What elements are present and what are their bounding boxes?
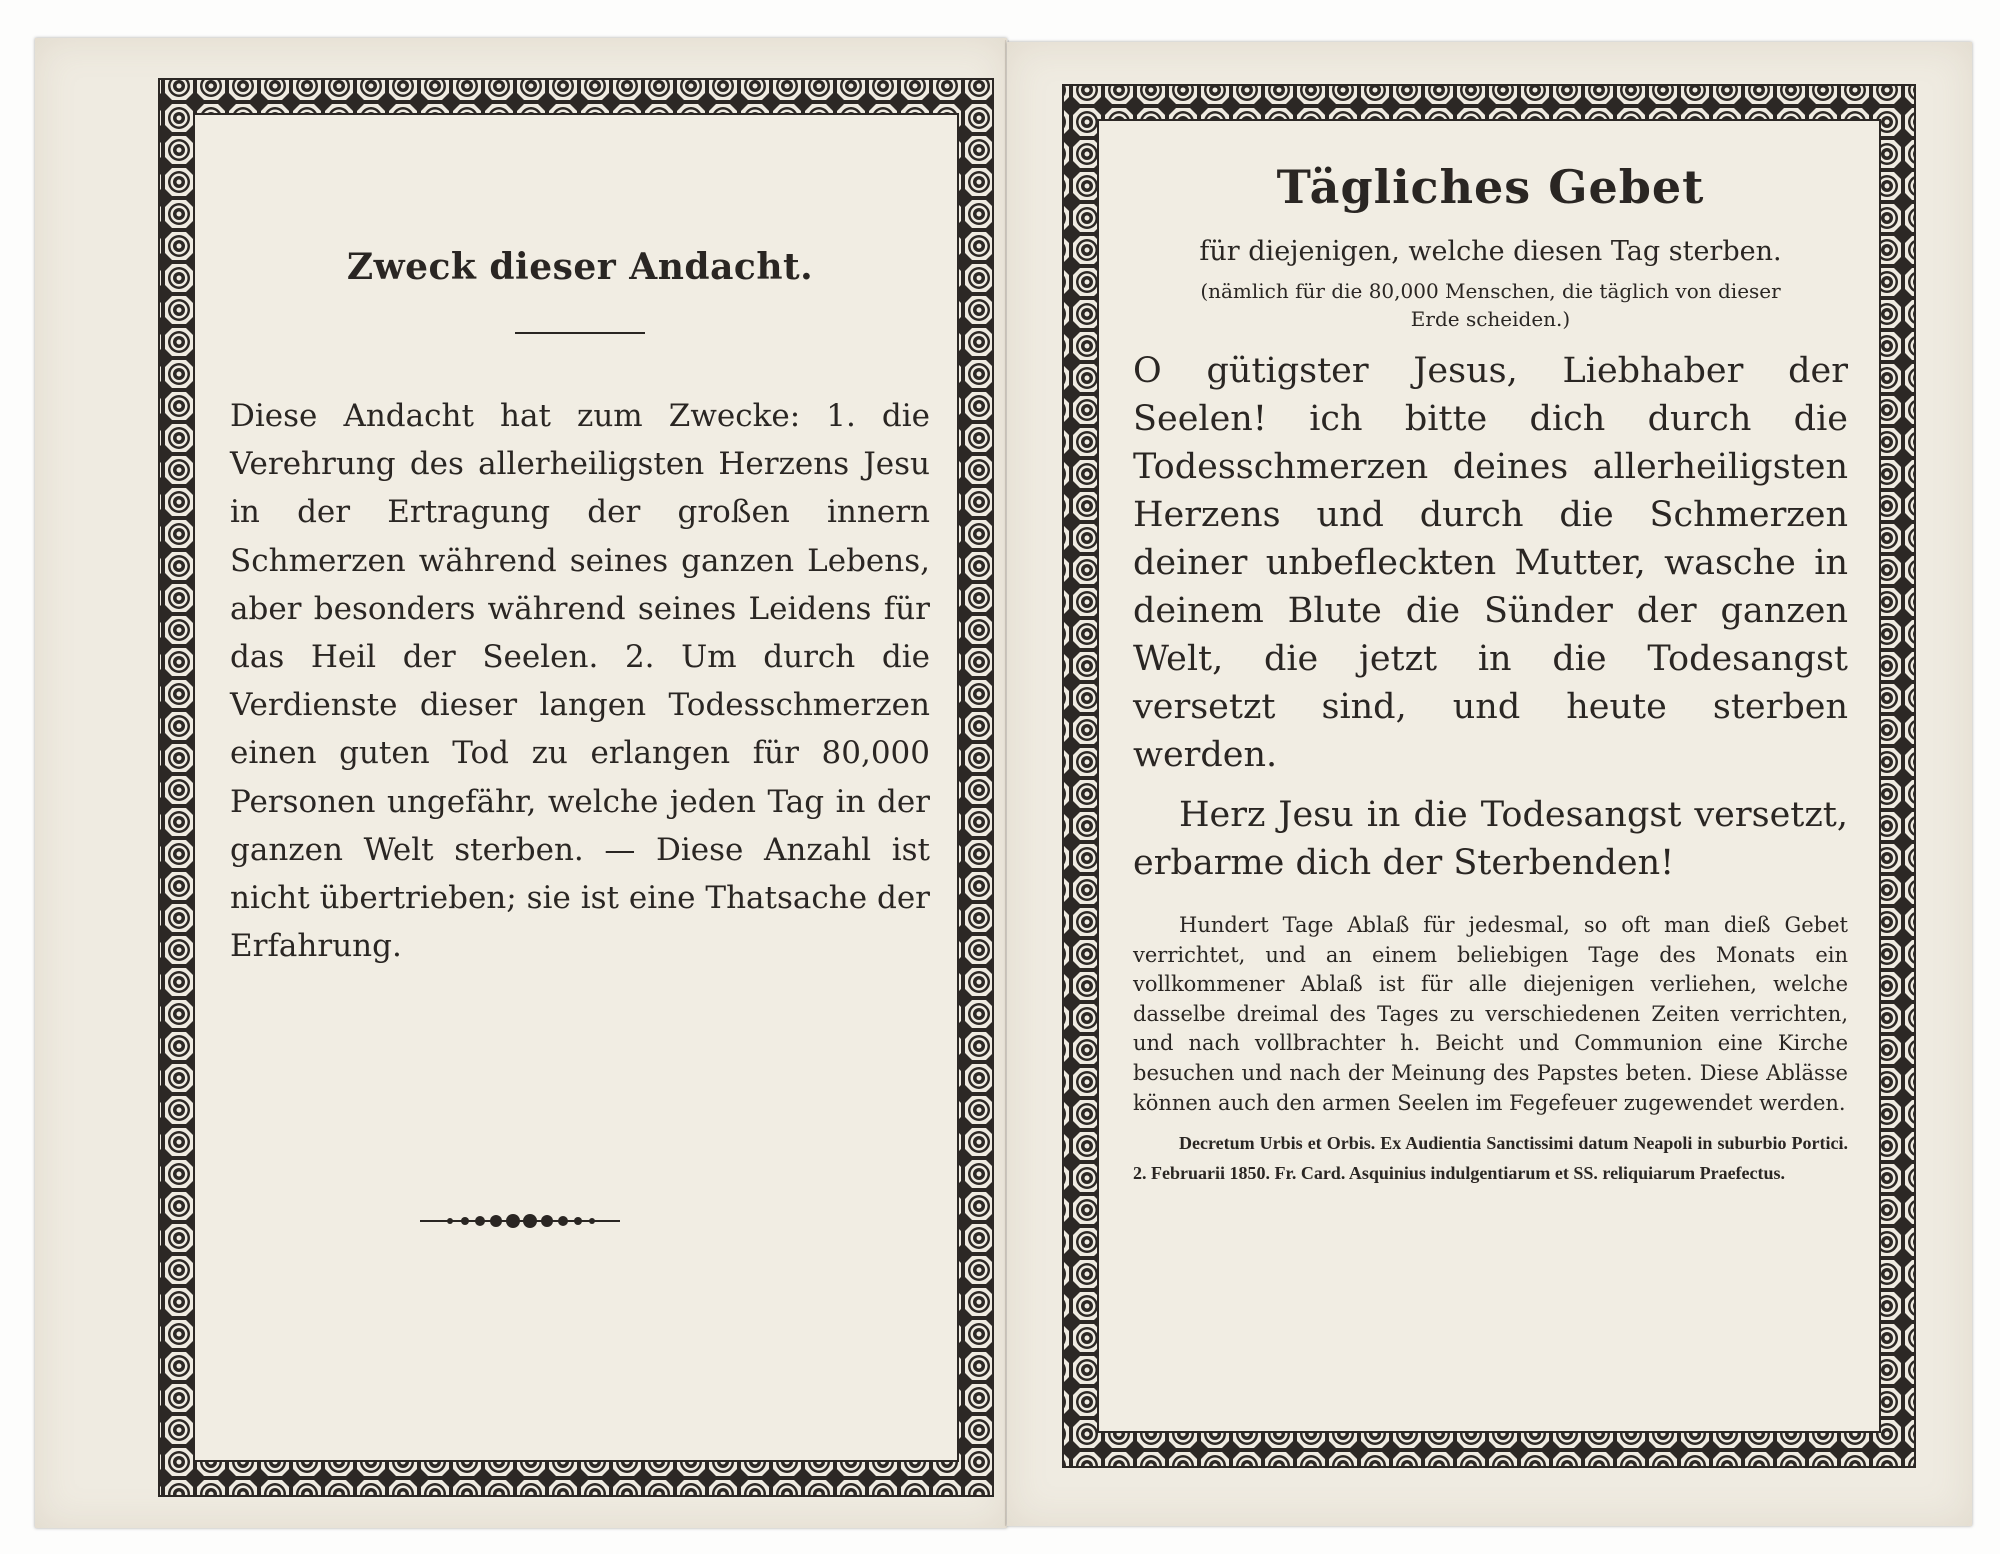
right-page-title: Tägliches Gebet	[1276, 160, 1705, 214]
decree-text: Decretum Urbis et Orbis. Ex Audientia Sanctissimi datum Neapoli in suburbio Portici. 2. Februarii 1850. Fr. Card. Asquinius indulgentiarum et SS. reliquiarum Praefectus.	[1133, 1133, 1848, 1184]
right-page-note: (nämlich für die 80,000 Menschen, die täglich von dieser Erde scheiden.)	[1200, 279, 1781, 331]
invocation-text: Herz Jesu in die Todesangst versetzt, erbarme dich der Sterbenden!	[1133, 795, 1848, 883]
left-page-title: Zweck dieser Andacht.	[346, 246, 814, 288]
prayer-text: O gütigster Jesus, Liebhaber der Seelen! ich bitte dich durch die Todesschmerzen deines allerheiligsten Herzens und durch die Schmerzen deiner unbefleckten Mutter, wasche in deinem Blute die Sünder der ganzen Welt, die jetzt in die Todesangst versetzt sind, und heute sterben werden.	[1133, 351, 1848, 775]
indulgence-text: Hundert Tage Ablaß für jedesmal, so oft man dieß Gebet verrichtet, und an einem beliebigen Tage des Monats ein vollkommener Ablaß ist für alle diejenigen verliehen, welche dasselbe dreimal des Tages zu verschiedenen Zeiten verrichten, und nach vollbrachter h. Beicht und Communion eine Kirche besuchen und nach der Meinung des Papstes beten. Diese Ablässe können auch den armen Seelen im Fegefeuer zugewendet werden.	[1133, 913, 1848, 1115]
right-page-subtitle: für diejenigen, welche diesen Tag sterben.	[1199, 236, 1782, 267]
title-rule	[515, 332, 645, 334]
right-page	[1007, 42, 1972, 1526]
left-page	[35, 38, 1007, 1528]
left-page-paragraph: Diese Andacht hat zum Zwecke: 1. die Verehrung des allerheiligsten Herzens Jesu in der Ertragung der großen innern Schmerzen während seines ganzen Lebens, aber besonders während seines Leidens für das Heil der Seelen. 2. Um durch die Verdienste dieser langen Todesschmerzen einen guten Tod zu erlangen für 80,000 Personen ungefähr, welche jeden Tag in der ganzen Welt sterben. — Diese Anzahl ist nicht übertrieben; sie ist eine Thatsache der Erfahrung.	[230, 398, 930, 965]
ornamental-divider	[420, 1211, 620, 1231]
